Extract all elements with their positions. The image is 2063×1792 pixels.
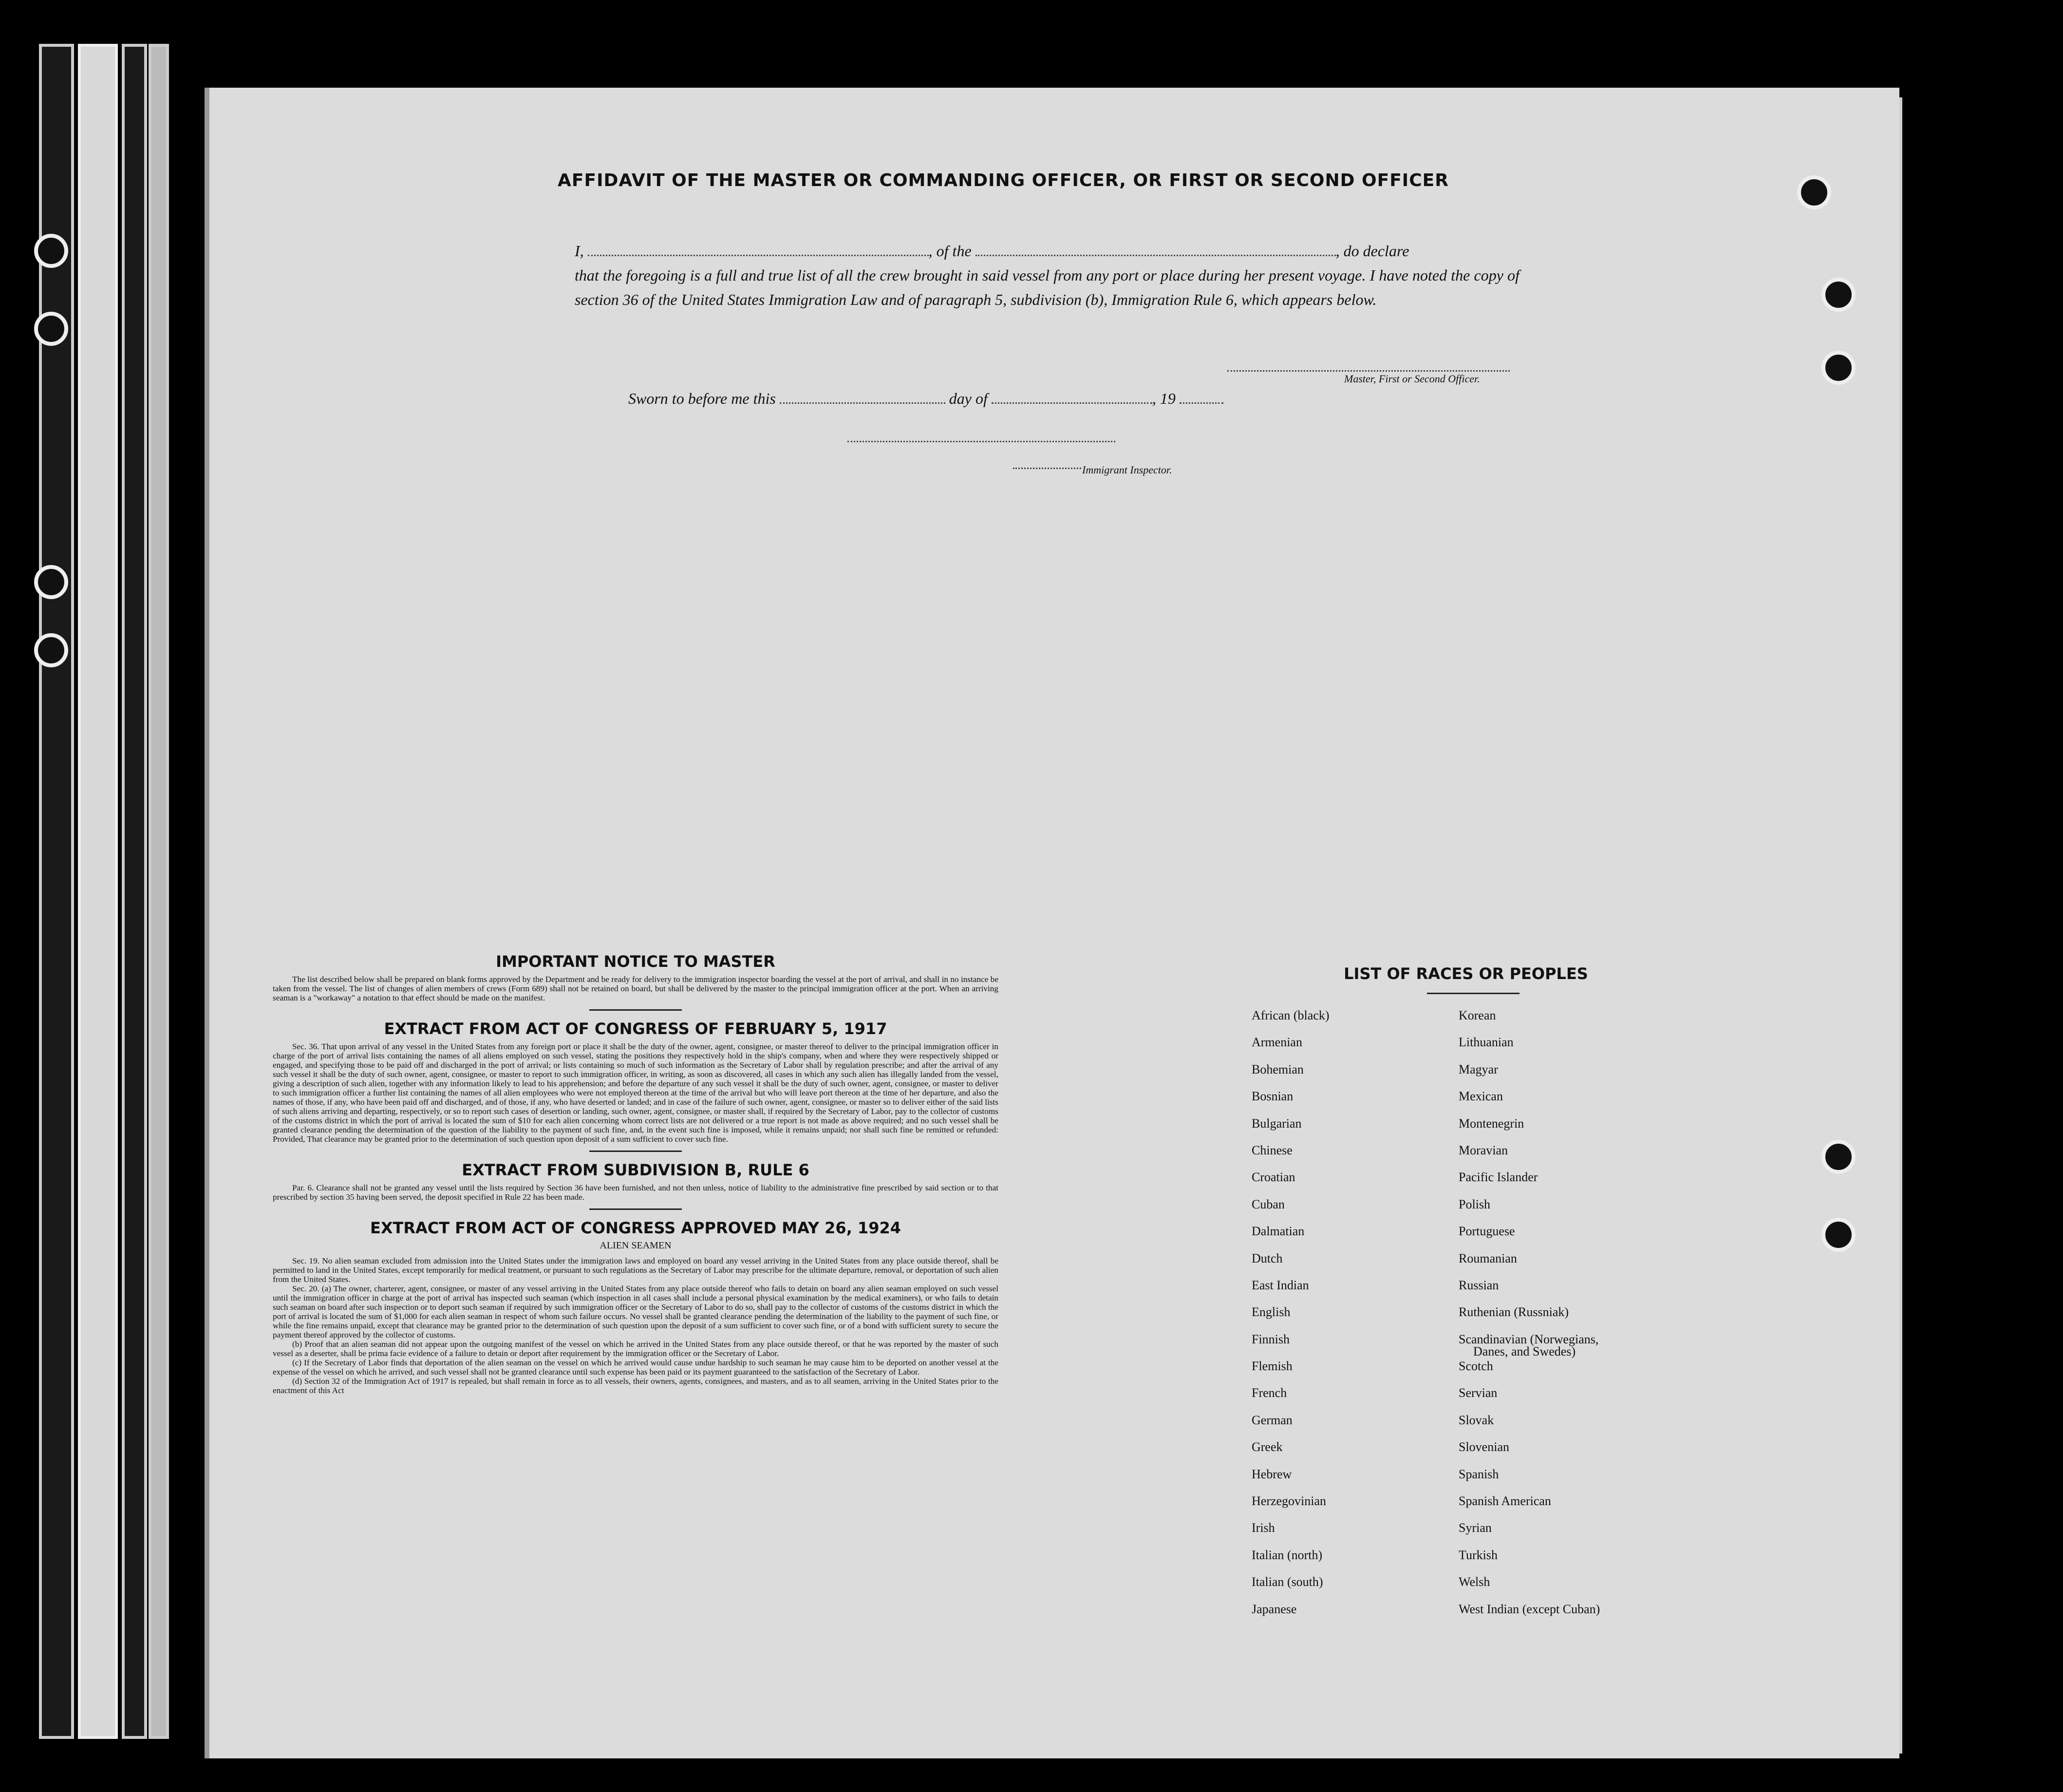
race-item: Welsh — [1459, 1575, 1490, 1589]
race-item: Russian — [1459, 1278, 1499, 1292]
name-blank[interactable] — [588, 242, 929, 256]
extract1-heading: EXTRACT FROM ACT OF CONGRESS OF FEBRUARY 5, 1917 — [384, 1019, 887, 1038]
affidavit-heading: AFFIDAVIT OF THE MASTER OR COMMANDING OFFICER, OR FIRST OR SECOND OFFICER — [558, 170, 1449, 190]
race-item: Montenegrin — [1459, 1116, 1524, 1131]
punch-hole — [34, 633, 68, 667]
day-blank[interactable] — [780, 390, 945, 404]
extract3-paragraph: (b) Proof that an alien seaman did not appear upon the outgoing manifest of the vessel on which he arrived in the United States from any place outside thereof, or that he was reported by the master of such vessel as a deserter, shall be prima facie evidence of a failure to detain or deport after requirement by the immigration officer or the Secretary of Labor. — [273, 1339, 998, 1358]
binder-strip — [78, 44, 118, 1739]
extract3-paragraph: Sec. 20. (a) The owner, charterer, agent, consignee, or master of any vessel arriving in the United States from any place outside thereof who fails to detain on board any alien seaman employed on such vessel until the immigration officer in charge at the port of arrival has inspected such seaman (which inspection in all cases shall include a personal physical examination by the medical examiners), or who fails to detain such seaman on board after such inspection or to deport such seaman if required by such immigration officer or the Secretary of Labor to do so, shall pay to the collector of customs of the customs district in which the port of arrival is located the sum of $1,000 for each alien seaman in respect of whom such failure occurs. No vessel shall be granted clearance pending the determination of the liability to the payment of such fine, or while the fine remains unpaid, except that clearance may be granted prior to the determination of such question upon the deposit of a sum sufficient to cover such fine, or of a bond with sufficient surety to secure the payment thereof approved by the collector of customs. — [273, 1284, 998, 1339]
punch-hole — [1821, 278, 1856, 312]
race-item: Slovak — [1459, 1413, 1494, 1427]
race-item: Spanish American — [1459, 1494, 1551, 1509]
sworn-start: Sworn to before me this — [628, 390, 776, 407]
race-item: Greek — [1252, 1440, 1283, 1454]
race-item: Magyar — [1459, 1062, 1498, 1076]
extract3-paragraph: (d) Section 32 of the Immigration Act of 1917 is repealed, but shall remain in force as to all vessels, their owners, agents, consignees, and masters, and as to all seamen, arriving in the United States prior to the enactment of this Act — [273, 1377, 998, 1395]
races-left-column — [1252, 1006, 1330, 1626]
inspector-label: Immigrant Inspector. — [1082, 464, 1172, 476]
race-item: Armenian — [1252, 1035, 1302, 1050]
inspector-dotted-line — [1013, 468, 1081, 469]
divider — [589, 1208, 682, 1210]
race-item: Slovenian — [1459, 1440, 1509, 1454]
race-item: Bohemian — [1252, 1062, 1304, 1076]
extract2-text: Par. 6. Clearance shall not be granted any vessel until the lists required by Section 36 have been furnished, and not then unless, notice of liability to the administrative fine prescribed by said section or to that prescribed by section 35 having been served, the deposit specified in Rule 22 has been made. — [273, 1183, 998, 1202]
race-item: Italian (north) — [1252, 1547, 1323, 1562]
punch-hole — [34, 565, 68, 599]
race-item: Portuguese — [1459, 1224, 1515, 1239]
race-item: French — [1252, 1386, 1287, 1400]
race-item: Ruthenian (Russniak) — [1459, 1305, 1569, 1320]
race-item: Korean — [1459, 1008, 1496, 1022]
race-item: Irish — [1252, 1521, 1275, 1535]
race-item: Chinese — [1252, 1143, 1293, 1157]
binder-strip — [149, 44, 169, 1739]
punch-hole — [1821, 351, 1856, 385]
punch-hole — [34, 234, 68, 268]
extract1-text: Sec. 36. That upon arrival of any vessel in the United States from any foreign port or place it shall be the duty of the owner, agent, consignee, or master thereof to deliver to the principal immigration officer in charge of the port of arrival lists containing the names of all aliens employed on such vessel, stating the positions they respectively hold in the ship's company, when and where they were respectively shipped or engaged, and specifying those to be paid off and discharged in the port of arrival; or lists containing so much of such information as the Secretary of Labor shall by regulation prescribe; and after the arrival of any such vessel it shall be the duty of such owner, agent, consignee, or master to report to such immigration officer, in writing, as soon as discovered, all cases in which any such alien has illegally landed from the vessel, giving a description of such alien, together with any information likely to lead to his apprehension; and before the departure of any such vessel it shall be the duty of such owner, agent, consignee, or master to deliver to such immigration officer a further list containing the names of all alien employees who were not employed thereon at the time of the arrival but who will leave port thereon at the time of her departure, and also the names of those, if any, who have been paid off and discharged, and of those, if any, who have deserted or landed; and in case of the failure of such owner, agent, consignee, or master so to deliver either of the said lists of such aliens arriving and departing, respectively, or so to report such cases of desertion or landing, such owner, agent, consignee, or master shall, if required by the Secretary of Labor, pay to the collector of customs of the customs district in which the port of arrival is located the sum of $10 for each alien concerning whom correct lists are not delivered or a true report is not made as above required; and no such vessel shall be granted clearance pending the determination of the question of the liability to the payment of such fine, and, in the event such fine is imposed, while it remains unpaid; nor shall such fine be remitted or refunded: Provided, That clearance may be granted prior to the determination of such question upon deposit of a sum sufficient to cover such fine. — [273, 1042, 998, 1144]
race-item: Pacific Islander — [1459, 1170, 1538, 1185]
binder-strip — [39, 44, 74, 1739]
race-item: Bulgarian — [1252, 1116, 1302, 1131]
race-item: Spanish — [1459, 1467, 1499, 1481]
race-item-continuation: Danes, and Swedes) — [1473, 1344, 1576, 1358]
affidavit-body: that the foregoing is a full and true list of all the crew brought in said vessel from any port or place during her present voyage. I have noted the copy of section 36 of the United States Immigration Law and of paragraph 5, subdivision (b), Immigration Rule 6, which appears below. — [575, 266, 1519, 308]
race-item: Scotch — [1459, 1359, 1493, 1374]
race-item: East Indian — [1252, 1278, 1309, 1292]
binder-strip — [122, 44, 147, 1739]
race-item: Herzegovinian — [1252, 1494, 1327, 1509]
vessel-blank[interactable] — [975, 242, 1336, 256]
sworn-end: , 19 — [1152, 390, 1176, 407]
divider — [1427, 993, 1519, 994]
race-item: English — [1252, 1305, 1291, 1320]
races-heading: LIST OF RACES OR PEOPLES — [1344, 964, 1588, 983]
month-blank[interactable] — [992, 390, 1152, 404]
race-item: German — [1252, 1413, 1293, 1427]
year-blank[interactable] — [1180, 390, 1223, 404]
inspector-signature-line[interactable] — [847, 441, 1115, 442]
affidavit-line1-end: , do declare — [1335, 242, 1409, 260]
sworn-line — [628, 390, 1223, 408]
sworn-mid: day of — [949, 390, 988, 407]
race-item: Cuban — [1252, 1197, 1285, 1211]
race-item: Turkish — [1459, 1547, 1498, 1562]
race-item: Mexican — [1459, 1089, 1503, 1104]
extract3-subheading: ALIEN SEAMEN — [600, 1240, 672, 1251]
extract3-paragraph: Sec. 19. No alien seaman excluded from admission into the United States under the immigration laws and employed on board any vessel arriving in the United States from any place outside thereof, shall be permitted to land in the United States, except temporarily for medical treatment, or pursuant to such regulations as the Secretary of Labor may prescribe for the ultimate departure, removal, or deportation of such alien from the United States. — [273, 1256, 998, 1284]
race-item: Dutch — [1252, 1251, 1283, 1265]
extract2-heading: EXTRACT FROM SUBDIVISION B, RULE 6 — [462, 1161, 809, 1179]
race-item: Croatian — [1252, 1170, 1295, 1185]
race-item: Italian (south) — [1252, 1575, 1323, 1589]
race-item: Dalmatian — [1252, 1224, 1305, 1239]
race-item: Hebrew — [1252, 1467, 1292, 1481]
master-signature-line[interactable] — [1227, 370, 1510, 372]
race-item: Lithuanian — [1459, 1035, 1514, 1050]
race-item: Japanese — [1252, 1602, 1297, 1616]
legal-notice-section — [273, 952, 998, 1395]
punch-hole — [1821, 1218, 1856, 1252]
master-signature-label: Master, First or Second Officer. — [1344, 373, 1480, 385]
affidavit-text — [575, 239, 1519, 312]
race-item: Roumanian — [1459, 1251, 1517, 1265]
race-item: Finnish — [1252, 1332, 1290, 1346]
punch-hole — [1821, 1140, 1856, 1174]
document-page — [205, 88, 1899, 1758]
race-item: Polish — [1459, 1197, 1491, 1211]
race-item: Bosnian — [1252, 1089, 1294, 1104]
race-item: West Indian (except Cuban) — [1459, 1602, 1600, 1616]
binder-strips — [39, 44, 166, 1739]
race-item: Scandinavian (Norwegians, — [1459, 1332, 1599, 1346]
races-right-column — [1459, 1006, 1600, 1626]
race-item: Servian — [1459, 1386, 1498, 1400]
divider — [589, 1151, 682, 1152]
race-item: Moravian — [1459, 1143, 1508, 1157]
race-item: Syrian — [1459, 1521, 1492, 1535]
notice-text: The list described below shall be prepared on blank forms approved by the Department and be ready for delivery to the immigration inspector boarding the vessel at the port of arrival, and shall in no instance be taken from the vessel. The list of changes of alien members of crews (Form 689) shall not be retained on board, but shall be delivered by the master to the principal immigration officer at the port. When an arriving seaman is a "workaway" a notation to that effect should be made on the manifest. — [273, 975, 998, 1002]
race-item: African (black) — [1252, 1008, 1330, 1022]
punch-hole — [34, 312, 68, 346]
punch-hole — [1797, 175, 1831, 209]
extract3-paragraph: (c) If the Secretary of Labor finds that deportation of the alien seaman on the vessel on which he arrived would cause undue hardship to such seaman he may cause him to be deported on another vessel at the expense of the vessel on which he arrived, and such vessel shall not be granted clearance until such expense has been paid or its payment guaranteed to the satisfaction of the Secretary of Labor. — [273, 1358, 998, 1377]
affidavit-line1-start: I, — [575, 242, 584, 260]
divider — [589, 1009, 682, 1011]
affidavit-line1-mid: , of the — [928, 242, 972, 260]
race-item: Flemish — [1252, 1359, 1293, 1374]
notice-heading: IMPORTANT NOTICE TO MASTER — [496, 952, 775, 971]
extract3-heading: EXTRACT FROM ACT OF CONGRESS APPROVED MAY 26, 1924 — [370, 1219, 901, 1237]
